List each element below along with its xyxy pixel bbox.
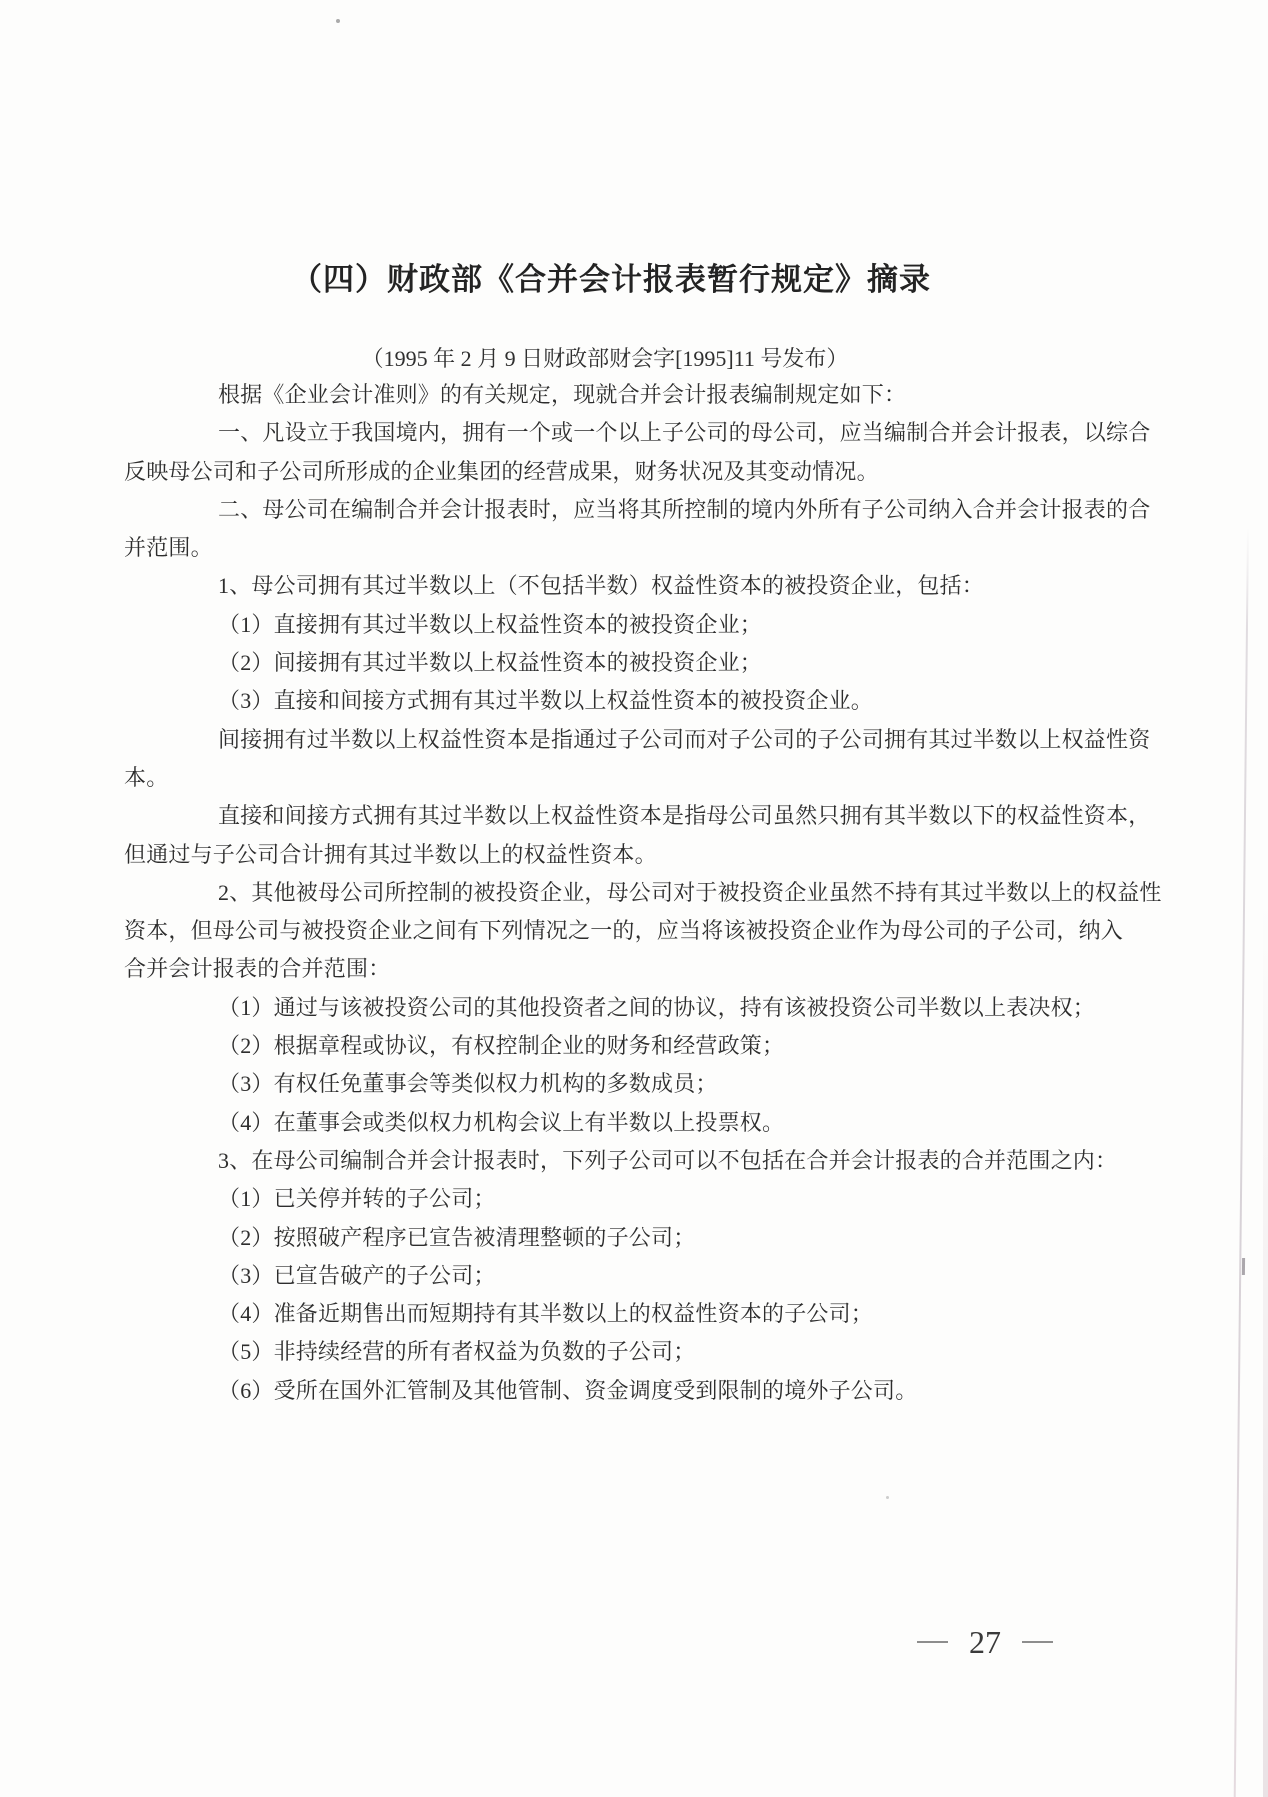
document-title: （四）财政部《合并会计报表暂行规定》摘录 <box>291 262 931 297</box>
body-line: （1）已关停并转的子公司； <box>218 1186 496 1212</box>
scan-artifact-vertical-line <box>1234 528 1249 1797</box>
page-number-value: 27 <box>969 1624 1001 1660</box>
body-line: （2）间接拥有其过半数以上权益性资本的被投资企业； <box>218 650 763 676</box>
body-line: 并范围。 <box>124 535 213 561</box>
body-line: 根据《企业会计准则》的有关规定，现就合并会计报表编制规定如下： <box>218 382 907 407</box>
body-line: 间接拥有过半数以上权益性资本是指通过子公司而对子公司的子公司拥有其过半数以上权益性资 <box>218 726 1151 752</box>
body-line: 合并会计报表的合并范围： <box>124 956 391 982</box>
body-line: （3）已宣告破产的子公司； <box>218 1262 496 1288</box>
body-line: （3）有权任免董事会等类似权力机构的多数成员； <box>218 1071 718 1097</box>
document-body <box>124 376 1162 1410</box>
scan-artifact-tick <box>1242 1258 1245 1275</box>
body-line: （1）直接拥有其过半数以上权益性资本的被投资企业； <box>218 611 763 637</box>
body-line: （2）按照破产程序已宣告被清理整顿的子公司； <box>218 1224 696 1250</box>
body-line: 资本，但母公司与被投资企业之间有下列情况之一的，应当将该被投资企业作为母公司的子公司，纳入 <box>124 918 1124 944</box>
body-line: 但通过与子公司合计拥有其过半数以上的权益性资本。 <box>124 841 657 867</box>
body-line: 直接和间接方式拥有其过半数以上权益性资本是指母公司虽然只拥有其半数以下的权益性资本， <box>218 803 1151 829</box>
page-number-dash-right <box>1022 1641 1053 1643</box>
scan-artifact-speck-top <box>336 19 340 23</box>
body-line: （6）受所在国外汇管制及其他管制、资金调度受到限制的境外子公司。 <box>218 1377 918 1403</box>
page-number <box>905 1624 1065 1660</box>
body-line: 反映母公司和子公司所形成的企业集团的经营成果，财务状况及其变动情况。 <box>124 458 879 484</box>
body-line: 2、其他被母公司所控制的被投资企业，母公司对于被投资企业虽然不持有其过半数以上的权益性 <box>218 879 1162 905</box>
body-line: （4）准备近期售出而短期持有其半数以上的权益性资本的子公司； <box>218 1301 874 1327</box>
body-line: 1、母公司拥有其过半数以上（不包括半数）权益性资本的被投资企业，包括： <box>218 573 985 599</box>
body-line: 一、凡设立于我国境内，拥有一个或一个以上子公司的母公司，应当编制合并会计报表，以综合 <box>218 420 1151 446</box>
body-line: 二、母公司在编制合并会计报表时，应当将其所控制的境内外所有子公司纳入合并会计报表的合 <box>218 496 1151 522</box>
scan-artifact-speck-bottom <box>886 1496 889 1499</box>
body-line: （1）通过与该被投资公司的其他投资者之间的协议，持有该被投资公司半数以上表决权； <box>218 994 1096 1020</box>
body-line: 本。 <box>124 764 169 790</box>
body-line: 3、在母公司编制合并会计报表时，下列子公司可以不包括在合并会计报表的合并范围之内： <box>218 1147 1118 1173</box>
page-number-dash-left <box>917 1641 948 1643</box>
document-subtitle: （1995 年 2 月 9 日财政部财会字[1995]11 号发布） <box>361 346 849 371</box>
body-line: （5）非持续经营的所有者权益为负数的子公司； <box>218 1339 696 1365</box>
body-line: （4）在董事会或类似权力机构会议上有半数以上投票权。 <box>218 1109 785 1135</box>
scan-artifact-edge-shade <box>1263 900 1268 1797</box>
body-line: （2）根据章程或协议，有权控制企业的财务和经营政策； <box>218 1033 785 1059</box>
body-line: （3）直接和间接方式拥有其过半数以上权益性资本的被投资企业。 <box>218 688 874 714</box>
